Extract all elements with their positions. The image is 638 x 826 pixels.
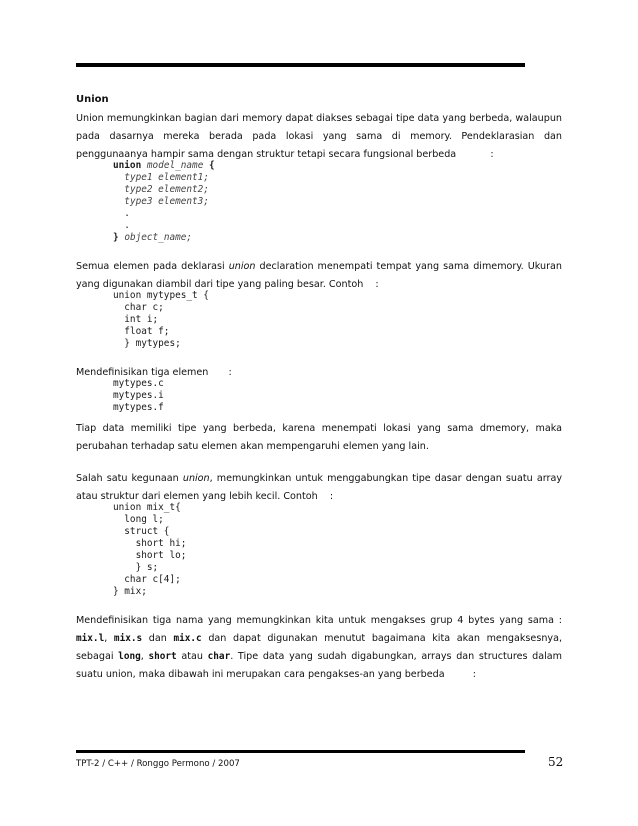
- code-line: struct {: [113, 526, 170, 537]
- footer-rule: [76, 750, 525, 753]
- paragraph-define-elements: Mendefinisikan tiga elemen :: [76, 367, 232, 378]
- code-line: } object_name;: [113, 232, 193, 243]
- code-line: short lo;: [113, 550, 187, 561]
- code-line: union model_name {: [113, 160, 215, 171]
- code-block-union-syntax: [76, 160, 562, 244]
- code-line: short hi;: [113, 538, 187, 549]
- intro-colon: :: [490, 149, 494, 160]
- code-line: char c[4];: [113, 574, 181, 585]
- paragraph-shared-memory: Tiap data memiliki tipe yang berbeda, karena menempati lokasi yang sama dmemory, maka perubahan terhadap satu elemen akan mempengaruhi elemen yang lain.: [76, 423, 562, 452]
- code-line: } mytypes;: [113, 338, 181, 349]
- footer-text: TPT-2 / C++ / Ronggo Permono / 2007: [76, 759, 240, 769]
- code-line: union mix_t{: [113, 502, 181, 513]
- code-line: long l;: [113, 514, 164, 525]
- code-block-mytypes: [76, 290, 562, 350]
- code-line: .: [124, 220, 130, 231]
- section-heading: Union: [76, 94, 109, 105]
- code-line: type3 element3;: [124, 196, 209, 207]
- code-line: .: [124, 208, 130, 219]
- code-line: float f;: [113, 326, 170, 337]
- code-line: mytypes.i: [113, 390, 164, 401]
- code-line: mytypes.f: [113, 402, 164, 413]
- code-line: type1 element1;: [124, 172, 209, 183]
- code-line: union mytypes_t {: [113, 290, 209, 301]
- page-number: 52: [548, 755, 564, 769]
- code-line: type2 element2;: [124, 184, 209, 195]
- code-line: char c;: [113, 302, 164, 313]
- paragraph-union-usage: Salah satu kegunaan union, memungkinkan untuk menggabungkan tipe dasar dengan suatu array atau struktur dari elemen yang lebih kecil. Contoh :: [76, 473, 562, 502]
- code-block-mix: [76, 502, 562, 598]
- code-line: int i;: [113, 314, 159, 325]
- code-line: mytypes.c: [113, 378, 164, 389]
- page-content: [76, 92, 562, 684]
- code-line: } mix;: [113, 586, 147, 597]
- code-line: } s;: [113, 562, 159, 573]
- header-rule: [76, 63, 525, 67]
- paragraph-access-names: Mendefinisikan tiga nama yang memungkinkan kita untuk mengakses grup 4 bytes yang sama : mix.l, mix.s dan mix.c dan dapat digunakan menutut bagaimana kita akan mengaksesnya, sebagai long, short atau char. Tipe data yang sudah digabungkan, arrays dan structures dalam suatu union, maka dibawah ini merupakan cara pengakses-an yang berbeda :: [76, 615, 563, 680]
- intro-paragraph: [76, 110, 562, 164]
- intro-text: Union memungkinkan bagian dari memory dapat diakses sebagai tipe data yang berbeda, walaupun pada dasarnya mereka berada pada lokasi yang sama di memory. Pendeklarasian dan penggunaanya hampir sama dengan struktur tetapi secara fungsional berbeda: [76, 113, 562, 160]
- paragraph-union-size: Semua elemen pada deklarasi union declaration menempati tempat yang sama dimemory. Ukuran yang digunakan diambil dari tipe yang paling besar. Contoh :: [76, 261, 563, 290]
- code-block-members: [76, 378, 562, 414]
